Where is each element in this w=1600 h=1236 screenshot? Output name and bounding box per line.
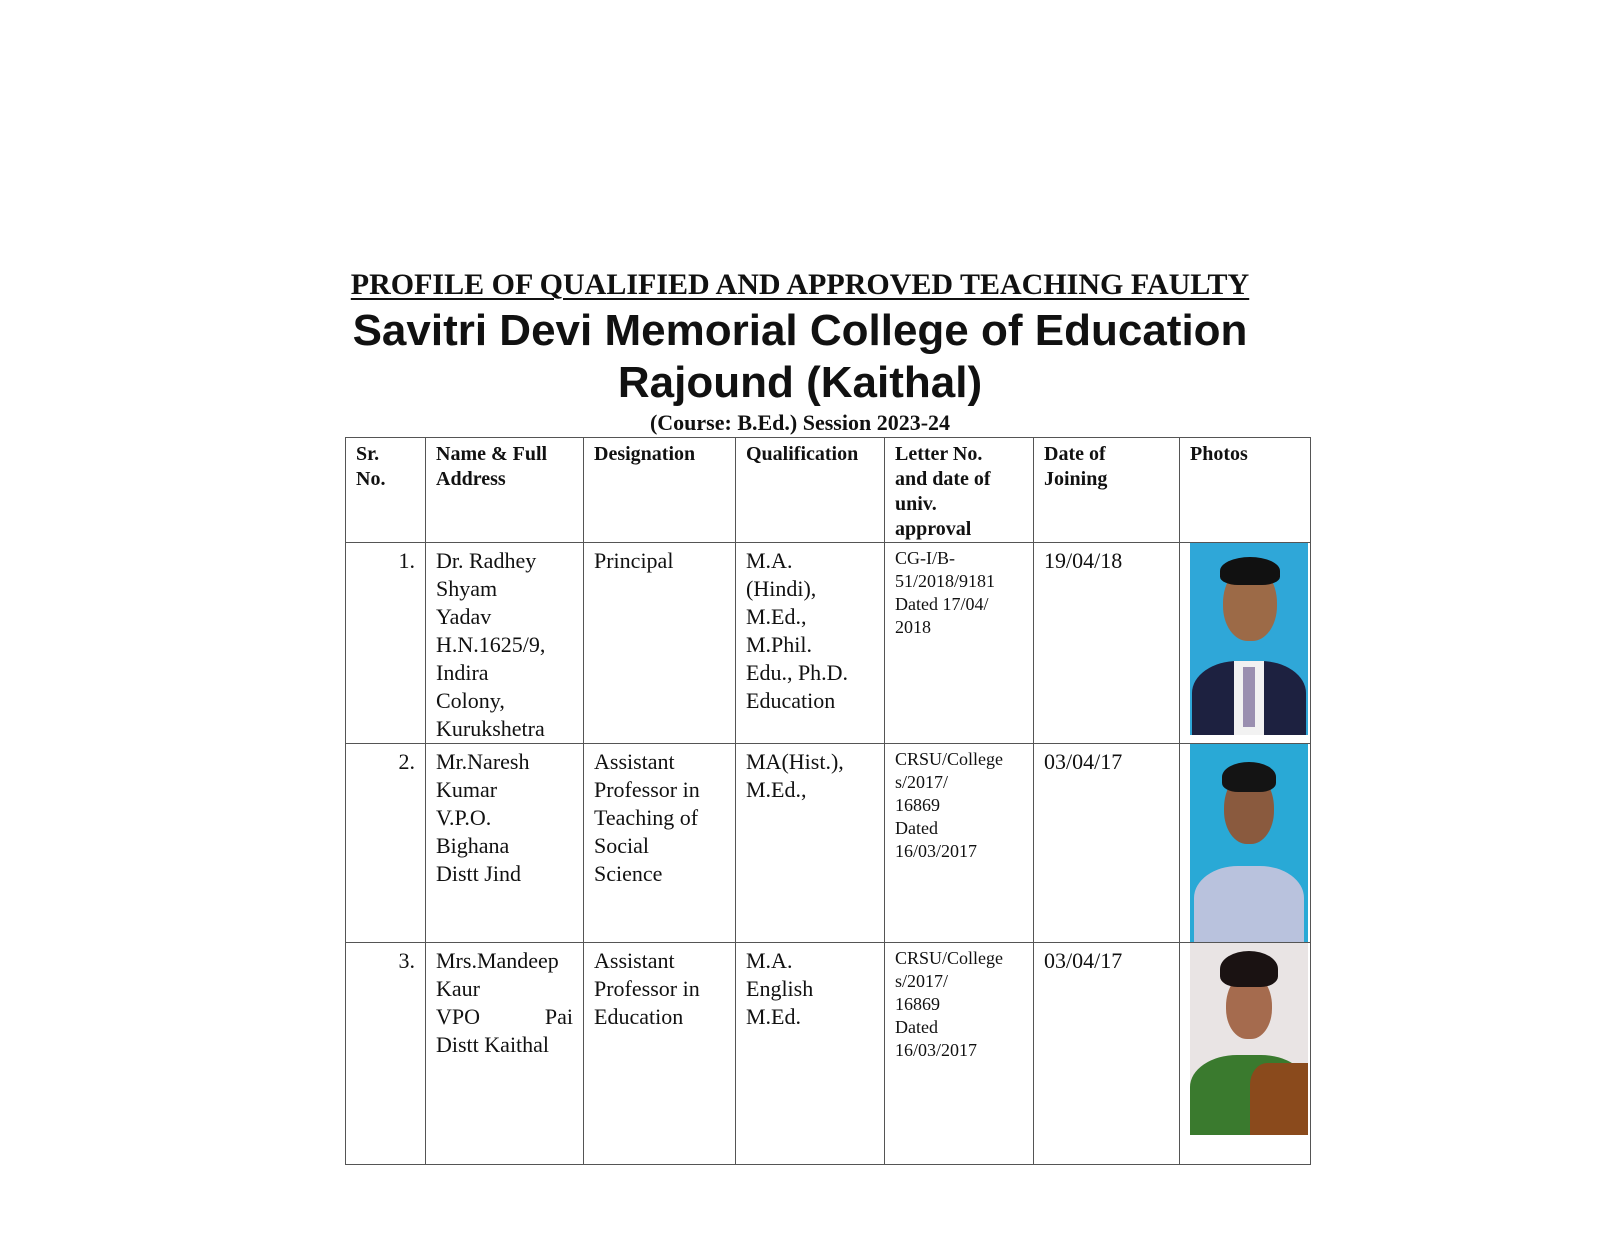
designation: Assistant Professor in Teaching of Social Science (584, 744, 736, 943)
document-heading: PROFILE OF QUALIFIED AND APPROVED TEACHING FAULTY (350, 268, 1250, 301)
faculty-table (345, 437, 1311, 1165)
date-of-joining: 19/04/18 (1034, 543, 1180, 744)
name-address (426, 943, 584, 1165)
designation: Principal (584, 543, 736, 744)
header-letter-approval: Letter No. and date of univ. approval (885, 438, 1034, 543)
address-line (436, 1003, 573, 1031)
name-address: Mr.Naresh Kumar V.P.O. Bighana Distt Jind (426, 744, 584, 943)
header-sr-no: Sr. No. (346, 438, 426, 543)
photo-cell (1180, 943, 1311, 1165)
table-row (346, 744, 1311, 943)
qualification: M.A. English M.Ed. (736, 943, 885, 1165)
qualification: MA(Hist.), M.Ed., (736, 744, 885, 943)
name-address: Dr. Radhey Shyam Yadav H.N.1625/9, Indira Colony, Kurukshetra (426, 543, 584, 744)
header-designation: Designation (584, 438, 736, 543)
address-village: Pai (544, 1004, 573, 1029)
photo-cell (1180, 543, 1311, 744)
address-vpo: VPO (436, 1004, 481, 1029)
letter-approval: CG-I/B- 51/2018/9181 Dated 17/04/ 2018 (885, 543, 1034, 744)
college-name: Savitri Devi Memorial College of Education (352, 306, 1248, 355)
photo-cell (1180, 744, 1311, 943)
sr-no: 2. (346, 744, 426, 943)
qualification: M.A. (Hindi), M.Ed., M.Phil. Edu., Ph.D. Education (736, 543, 885, 744)
date-of-joining: 03/04/17 (1034, 744, 1180, 943)
portrait-photo-icon (1190, 744, 1308, 942)
letter-approval: CRSU/College s/2017/ 16869 Dated 16/03/2017 (885, 943, 1034, 1165)
portrait-photo-icon (1190, 543, 1308, 735)
header-photos: Photos (1180, 438, 1311, 543)
course-session: (Course: B.Ed.) Session 2023-24 (649, 410, 951, 435)
name-line: Mrs.Mandeep (436, 948, 559, 973)
header-name-address: Name & Full Address (426, 438, 584, 543)
table-row (346, 943, 1311, 1165)
sr-no: 3. (346, 943, 426, 1165)
table-row (346, 543, 1311, 744)
header-date-of-joining: Date of Joining (1034, 438, 1180, 543)
name-line: Kaur (436, 976, 480, 1001)
letter-approval: CRSU/College s/2017/ 16869 Dated 16/03/2017 (885, 744, 1034, 943)
designation: Assistant Professor in Education (584, 943, 736, 1165)
header-qualification: Qualification (736, 438, 885, 543)
portrait-photo-icon (1190, 943, 1308, 1135)
college-location: Rajound (Kaithal) (617, 358, 983, 407)
sr-no: 1. (346, 543, 426, 744)
date-of-joining: 03/04/17 (1034, 943, 1180, 1165)
address-line: Distt Kaithal (436, 1032, 550, 1057)
table-header-row (346, 438, 1311, 543)
